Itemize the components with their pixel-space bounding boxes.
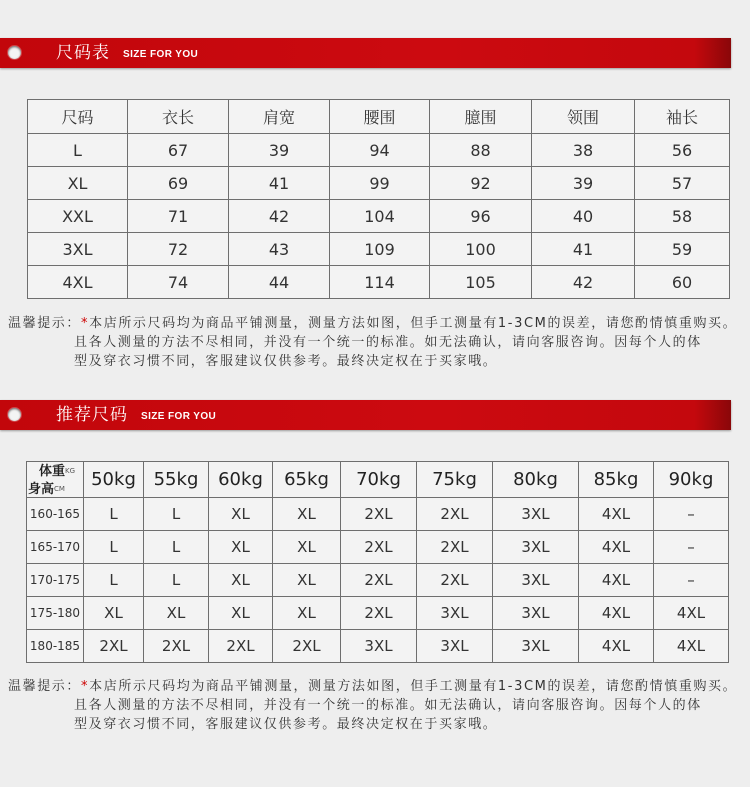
recommended-size-cell: 3XL (493, 597, 579, 630)
table-row (28, 167, 730, 200)
recommended-size-cell: 3XL (417, 597, 493, 630)
table-row (27, 498, 729, 531)
measurement-cell: 92 (430, 167, 532, 200)
recommended-size-cell: 4XL (579, 564, 654, 597)
recommended-size-cell: 2XL (341, 531, 417, 564)
recommended-size-cell: 3XL (493, 531, 579, 564)
table-row (28, 266, 730, 299)
recommended-size-cell: 2XL (417, 564, 493, 597)
recommended-size-cell: XL (209, 498, 273, 531)
size-label-cell: 4XL (28, 266, 128, 299)
measurement-cell: 56 (635, 134, 730, 167)
recommended-size-cell: 3XL (341, 630, 417, 663)
recommended-size-cell: XL (209, 564, 273, 597)
recommended-size-cell: 3XL (417, 630, 493, 663)
tips-line: 型及穿衣习惯不同，客服建议仅供参考。最终决定权在于买家哦。 (74, 354, 498, 369)
recommended-size-banner (0, 400, 731, 430)
weight-axis-label (39, 464, 75, 479)
height-range-cell: 170-175 (27, 564, 84, 597)
tips-line: 且各人测量的方法不尽相同，并没有一个统一的标准。如无法确认，请向客服咨询。因每个人的体 (74, 335, 702, 350)
size-table-header-cell: 领围 (532, 100, 635, 134)
recommended-size-cell: L (84, 498, 144, 531)
measurement-cell: 109 (330, 233, 430, 266)
table-row (27, 630, 729, 663)
height-range-cell: 180-185 (27, 630, 84, 663)
measurement-cell: 41 (229, 167, 330, 200)
recommended-size-cell: 4XL (579, 630, 654, 663)
measurement-cell: 74 (128, 266, 229, 299)
tips-line (8, 314, 737, 333)
weight-header-cell: 60kg (209, 462, 273, 498)
table-body (27, 498, 729, 663)
recommended-size-cell: L (144, 531, 209, 564)
height-range-cell: 175-180 (27, 597, 84, 630)
tag-hole-icon (8, 408, 21, 421)
measurement-cell: 96 (430, 200, 532, 233)
table-row (28, 233, 730, 266)
recommended-size-cell: XL (273, 597, 341, 630)
measurement-cell: 43 (229, 233, 330, 266)
table-header-row (27, 462, 729, 498)
height-unit: CM (54, 485, 65, 493)
recommended-size-cell: 2XL (144, 630, 209, 663)
table-row (27, 564, 729, 597)
size-table-header-cell: 臆围 (430, 100, 532, 134)
recommended-size-cell: 2XL (84, 630, 144, 663)
tips-text: 本店所示尺码均为商品平铺测量，测量方法如图，但手工测量有1-3CM的误差，请您酌情慎重购买。 (89, 679, 738, 694)
corner-cell (27, 462, 84, 498)
table-row (27, 531, 729, 564)
banner-subtitle: SIZE FOR YOU (141, 411, 217, 422)
recommended-size-cell: 3XL (493, 498, 579, 531)
recommended-size-cell: 2XL (341, 498, 417, 531)
table-row (28, 134, 730, 167)
recommended-size-cell: 4XL (579, 597, 654, 630)
measurement-cell: 38 (532, 134, 635, 167)
recommended-size-cell: – (654, 531, 729, 564)
measurement-cell: 71 (128, 200, 229, 233)
tips-line: 型及穿衣习惯不同，客服建议仅供参考。最终决定权在于买家哦。 (74, 717, 498, 732)
size-label-cell: XXL (28, 200, 128, 233)
tag-hole-icon (8, 46, 21, 59)
banner-title: 推荐尺码 (56, 405, 128, 425)
recommended-size-cell: 2XL (341, 597, 417, 630)
measurement-cell: 99 (330, 167, 430, 200)
banner-text (56, 400, 216, 430)
weight-header-cell: 65kg (273, 462, 341, 498)
recommended-size-cell: 4XL (579, 531, 654, 564)
tips-label: 温馨提示： (8, 679, 82, 694)
table-row (28, 200, 730, 233)
banner-subtitle: SIZE FOR YOU (123, 49, 199, 60)
table-row (27, 597, 729, 630)
measurement-cell: 104 (330, 200, 430, 233)
weight-unit: KG (65, 467, 76, 475)
recommended-size-cell: 2XL (417, 531, 493, 564)
recommended-size-cell: – (654, 564, 729, 597)
weight-header-cell: 90kg (654, 462, 729, 498)
weight-header-cell: 75kg (417, 462, 493, 498)
banner-text (56, 38, 198, 68)
size-chart-banner (0, 38, 731, 68)
tips-line (8, 677, 737, 696)
tips-line: 且各人测量的方法不尽相同，并没有一个统一的标准。如无法确认，请向客服咨询。因每个人的体 (74, 698, 702, 713)
size-table-header-cell: 尺码 (28, 100, 128, 134)
measurement-cell: 69 (128, 167, 229, 200)
recommended-size-cell: L (84, 564, 144, 597)
recommended-size-cell: XL (144, 597, 209, 630)
measurement-cell: 39 (532, 167, 635, 200)
size-table-header-cell: 腰围 (330, 100, 430, 134)
size-table-header-cell: 肩宽 (229, 100, 330, 134)
measurement-cell: 42 (229, 200, 330, 233)
size-table-header-cell: 袖长 (635, 100, 730, 134)
table-body (28, 134, 730, 299)
measurement-cell: 67 (128, 134, 229, 167)
recommended-size-cell: 2XL (341, 564, 417, 597)
recommended-size-cell: 3XL (493, 630, 579, 663)
recommended-size-cell: XL (273, 564, 341, 597)
size-label-cell: L (28, 134, 128, 167)
measurement-cell: 41 (532, 233, 635, 266)
recommended-size-cell: 4XL (654, 630, 729, 663)
recommended-size-cell: L (84, 531, 144, 564)
height-axis-label (28, 482, 65, 497)
recommended-size-cell: 2XL (209, 630, 273, 663)
recommended-size-cell: XL (273, 498, 341, 531)
size-table (27, 99, 730, 299)
recommended-size-cell: 3XL (493, 564, 579, 597)
weight-header-cell: 50kg (84, 462, 144, 498)
recommended-size-cell: XL (84, 597, 144, 630)
recommended-size-cell: 4XL (579, 498, 654, 531)
size-label-cell: 3XL (28, 233, 128, 266)
recommended-size-cell: 4XL (654, 597, 729, 630)
measurement-cell: 44 (229, 266, 330, 299)
height-range-cell: 165-170 (27, 531, 84, 564)
recommended-size-cell: L (144, 564, 209, 597)
height-range-cell: 160-165 (27, 498, 84, 531)
measurement-cell: 94 (330, 134, 430, 167)
recommended-size-cell: – (654, 498, 729, 531)
recommended-size-cell: XL (209, 597, 273, 630)
measurement-cell: 40 (532, 200, 635, 233)
measurement-cell: 59 (635, 233, 730, 266)
tips-note (8, 314, 737, 371)
size-label-cell: XL (28, 167, 128, 200)
measurement-cell: 60 (635, 266, 730, 299)
tips-marker: * (81, 316, 90, 331)
recommended-size-cell: 2XL (417, 498, 493, 531)
banner-title: 尺码表 (56, 43, 110, 63)
recommended-size-cell: 2XL (273, 630, 341, 663)
measurement-cell: 88 (430, 134, 532, 167)
recommended-size-cell: XL (273, 531, 341, 564)
weight-header-cell: 80kg (493, 462, 579, 498)
measurement-cell: 39 (229, 134, 330, 167)
recommended-size-cell: L (144, 498, 209, 531)
tips-label: 温馨提示： (8, 316, 82, 331)
measurement-cell: 105 (430, 266, 532, 299)
weight-label: 体重 (39, 464, 66, 479)
size-table-header-cell: 衣长 (128, 100, 229, 134)
tips-text: 本店所示尺码均为商品平铺测量，测量方法如图，但手工测量有1-3CM的误差，请您酌情慎重购买。 (89, 316, 738, 331)
measurement-cell: 42 (532, 266, 635, 299)
recommended-size-cell: XL (209, 531, 273, 564)
recommended-size-table (26, 461, 729, 663)
height-label: 身高 (28, 482, 55, 497)
table-header-row (28, 100, 730, 134)
weight-header-cell: 85kg (579, 462, 654, 498)
measurement-cell: 114 (330, 266, 430, 299)
measurement-cell: 100 (430, 233, 532, 266)
measurement-cell: 72 (128, 233, 229, 266)
tips-marker: * (81, 679, 90, 694)
weight-header-cell: 55kg (144, 462, 209, 498)
tips-note (8, 677, 737, 734)
measurement-cell: 58 (635, 200, 730, 233)
weight-header-cell: 70kg (341, 462, 417, 498)
measurement-cell: 57 (635, 167, 730, 200)
